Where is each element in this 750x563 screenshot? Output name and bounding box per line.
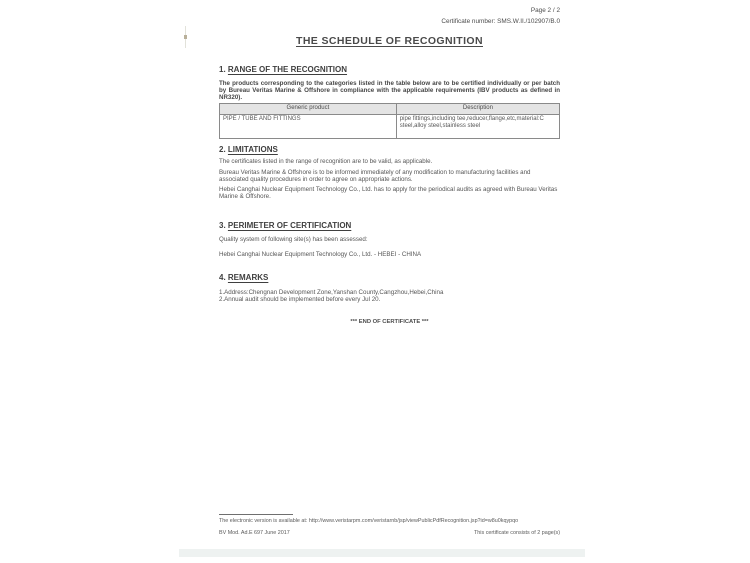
form-reference: BV Mod. Ad.E 697 June 2017 — [219, 530, 290, 536]
section-2-number: 2. — [219, 145, 228, 154]
section-2-paragraph: Bureau Veritas Marine & Offshore is to be informed immediately of any modification to manufacturing facilities and associated quality procedures in order to agree on appropriate actions. — [219, 169, 531, 184]
footer-row — [219, 530, 560, 536]
products-table — [219, 103, 560, 139]
section-2-paragraph: Hebei Canghai Nuclear Equipment Technology Co., Ltd. has to apply for the periodical audits as agreed with Bureau Veritas Marine & Offshore. — [219, 186, 558, 201]
section-1-intro: The products corresponding to the categories listed in the table below are to be certified individually or per batch by Bureau Veritas Marine & Offshore in compliance with the applicable requirements (IBV products as defined in NR320). — [219, 80, 560, 102]
column-header-description: Description — [396, 104, 559, 115]
section-2-paragraph: The certificates listed in the range of recognition are to be valid, as applicable. — [219, 158, 433, 165]
section-4-number: 4. — [219, 273, 228, 282]
page-header — [219, 5, 560, 27]
section-4-heading — [219, 273, 268, 282]
section-1-number: 1. — [219, 65, 228, 74]
section-2-heading — [219, 145, 278, 154]
cell-description: pipe fittings,including tee,reducer,flange,etc,material:C steel,alloy steel,stainless steel — [396, 115, 559, 139]
section-2-title: LIMITATIONS — [227, 145, 278, 154]
table-header-row — [220, 104, 560, 115]
cell-generic-product: PIPE / TUBE AND FITTINGS — [220, 115, 397, 139]
section-3-heading — [219, 221, 351, 230]
document-title: THE SCHEDULE OF RECOGNITION — [296, 35, 483, 47]
section-1-title: RANGE OF THE RECOGNITION — [227, 65, 348, 74]
section-4-remark: 1.Address:Chengnan Development Zone,Yanshan County,Cangzhou,Hebei,China — [219, 289, 444, 296]
section-3-paragraph: Quality system of following site(s) has been assessed: — [219, 236, 368, 243]
certificate-page — [185, 0, 585, 556]
section-4-title: REMARKS — [227, 273, 269, 282]
end-of-certificate-marker: *** END OF CERTIFICATE *** — [350, 319, 429, 325]
table-row — [220, 115, 560, 139]
page-number-label: Page 2 / 2 — [530, 7, 560, 14]
section-1-heading — [219, 65, 347, 74]
page-count-note: This certificate consists of 2 page(s) — [474, 530, 560, 536]
column-header-generic-product: Generic product — [220, 104, 397, 115]
section-4-remark: 2.Annual audit should be implemented before every Jul 20. — [219, 296, 381, 303]
section-3-number: 3. — [219, 221, 228, 230]
electronic-version-note: The electronic version is available at: http://www.veristarpm.com/veristarnb/jsp/viewPublicPdfRecognition.jsp?id=w8u0kqypqo — [219, 518, 519, 524]
page-bottom-edge — [179, 549, 585, 557]
scan-speck-artifact — [184, 35, 187, 39]
section-3-title: PERIMETER OF CERTIFICATION — [227, 221, 352, 230]
certificate-number-label: Certificate number: SMS.W.II./102907/B.0 — [441, 18, 560, 25]
footer-separator-line — [219, 514, 293, 515]
section-3-paragraph: Hebei Canghai Nuclear Equipment Technology Co., Ltd. - HEBEI - CHINA — [219, 251, 422, 258]
